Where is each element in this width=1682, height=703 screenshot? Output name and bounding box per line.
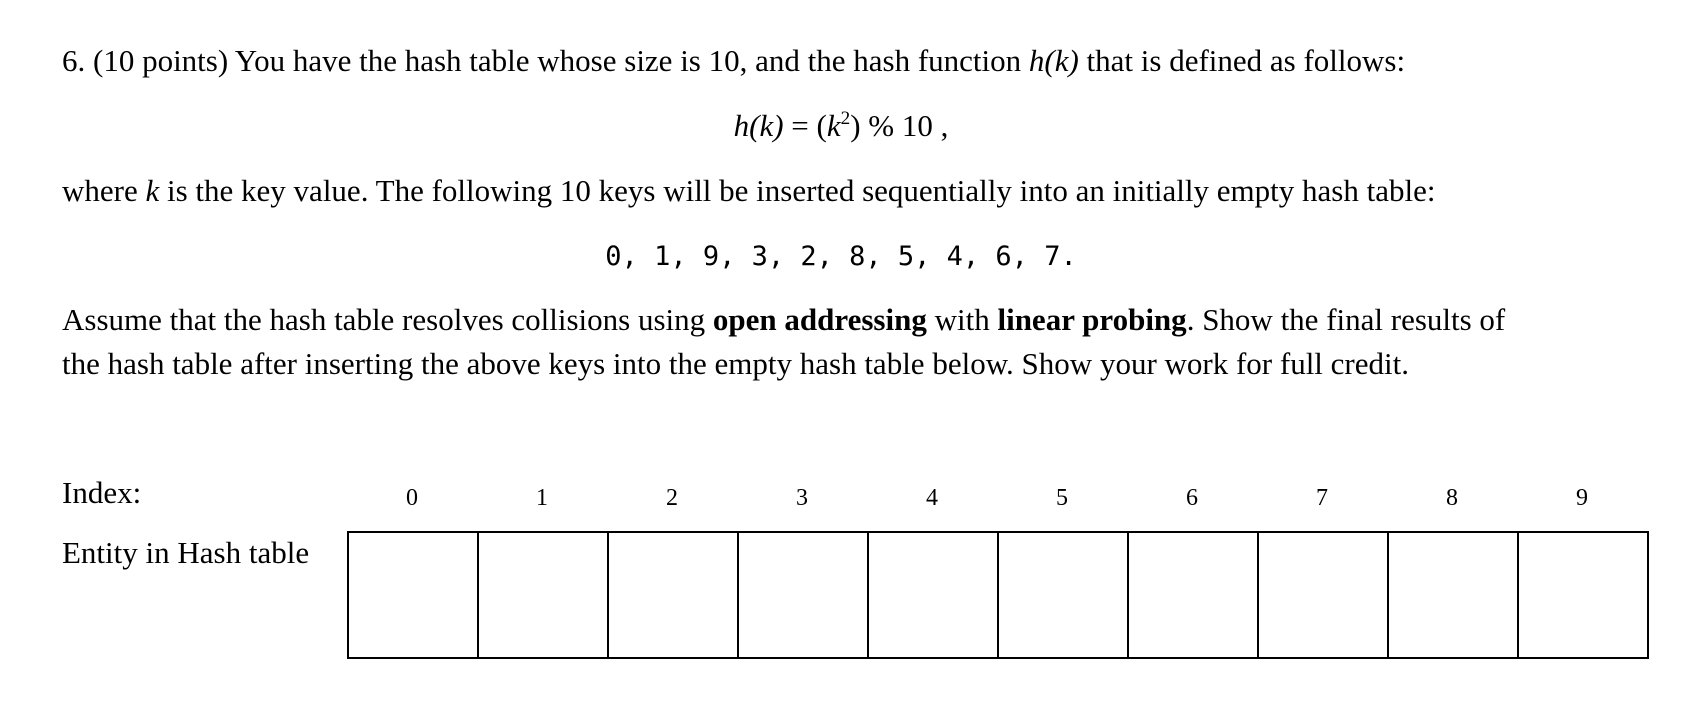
question-points: (10 points) (93, 43, 229, 78)
index-label: Index: (62, 475, 142, 510)
hash-table-cell-3[interactable] (739, 533, 869, 657)
entity-label: Entity in Hash table (62, 535, 310, 570)
index-1: 1 (536, 485, 548, 511)
index-5: 5 (1056, 485, 1068, 511)
instructions-line-1 (62, 302, 1505, 338)
index-9: 9 (1576, 485, 1588, 511)
instr-text-b: with (926, 302, 998, 337)
hash-table-cell-9[interactable] (1519, 533, 1649, 657)
hash-table-cell-5[interactable] (999, 533, 1129, 657)
index-3: 3 (796, 485, 808, 511)
index-7: 7 (1316, 485, 1328, 511)
hash-table-cell-7[interactable] (1259, 533, 1389, 657)
hash-table-cell-1[interactable] (479, 533, 609, 657)
instr-open-addressing: open addressing (712, 302, 927, 337)
formula-lhs: h(k) (733, 108, 784, 143)
instr-text-c: . Show the final results of (1186, 302, 1506, 337)
question-text-a: You have the hash table whose size is 10, and the hash function (234, 43, 1029, 78)
index-8: 8 (1446, 485, 1458, 511)
hash-function-name: h(k) (1028, 43, 1079, 78)
instructions-line-2: the hash table after inserting the above keys into the empty hash table below. Show your work for full credit. (62, 346, 1409, 381)
hash-table-cell-0[interactable] (349, 533, 479, 657)
instr-linear-probing: linear probing (997, 302, 1187, 337)
formula-exponent: 2 (840, 107, 851, 129)
question-number: 6. (62, 43, 86, 78)
hash-table-cell-6[interactable] (1129, 533, 1259, 657)
hash-table-cell-4[interactable] (869, 533, 999, 657)
index-6: 6 (1186, 485, 1198, 511)
where-pre: where (62, 173, 146, 208)
hash-table-cell-8[interactable] (1389, 533, 1519, 657)
hash-table-cell-2[interactable] (609, 533, 739, 657)
index-2: 2 (666, 485, 678, 511)
where-post: is the key value. The following 10 keys will be inserted sequentially into an initially empty hash table: (159, 173, 1436, 208)
question-text-b: that is defined as follows: (1078, 43, 1406, 78)
hash-table (347, 531, 1649, 659)
hash-formula (0, 108, 1682, 144)
key-sequence: 0, 1, 9, 3, 2, 8, 5, 4, 6, 7. (605, 241, 1077, 272)
index-0: 0 (406, 485, 418, 511)
where-statement (62, 173, 1435, 209)
formula-rhs: ) % 10 , (850, 108, 949, 143)
formula-eq: = ( (783, 108, 827, 143)
formula-k: k (826, 108, 841, 143)
question-statement (62, 43, 1405, 79)
instr-text-a: Assume that the hash table resolves collisions using (62, 302, 713, 337)
index-4: 4 (926, 485, 938, 511)
where-k: k (145, 173, 160, 208)
